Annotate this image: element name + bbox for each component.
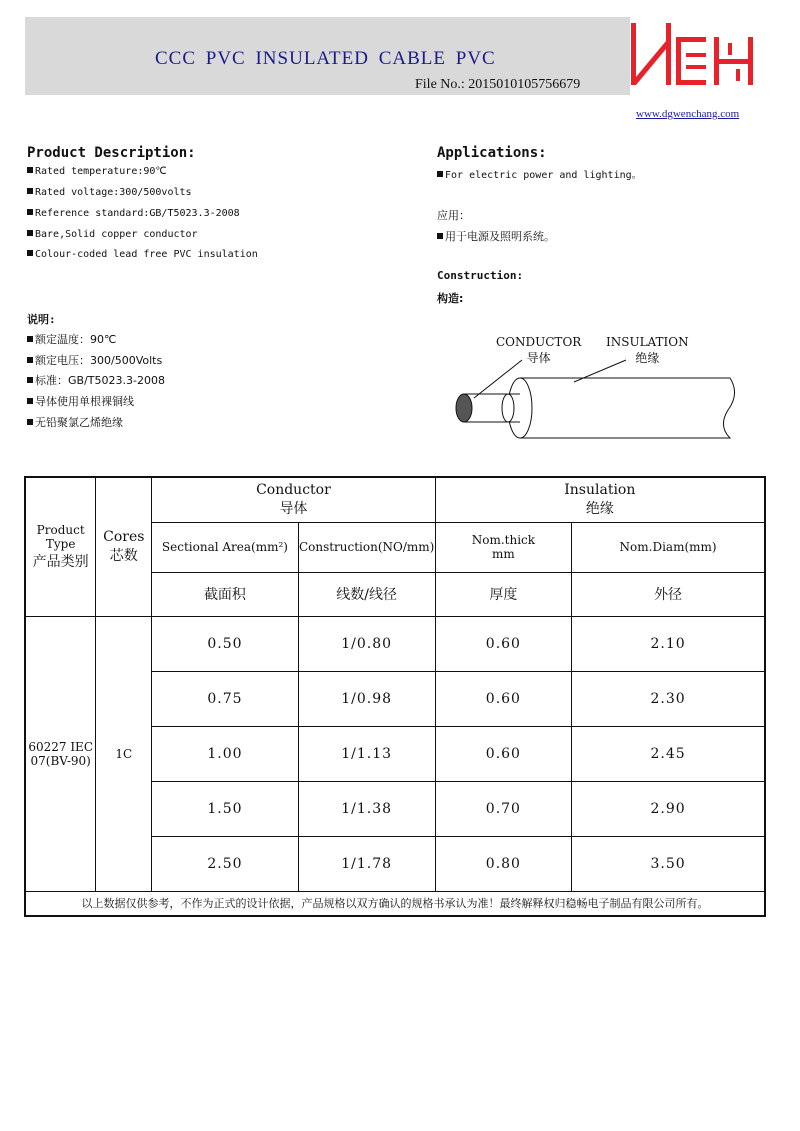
cn-description-item: 额定电压：300/500Volts bbox=[27, 352, 162, 368]
diam-cell: 2.10 bbox=[572, 616, 765, 671]
cn-thick-header: 厚度 bbox=[435, 572, 571, 616]
cable-illustration bbox=[440, 330, 760, 450]
description-item: Reference standard:GB/T5023.3-2008 bbox=[27, 208, 240, 219]
conductor-header: Conductor 导体 bbox=[152, 477, 435, 522]
diam-cell: 2.90 bbox=[572, 781, 765, 836]
description-item: Rated temperature:90℃ bbox=[27, 166, 167, 177]
product-type-header: Product Type 产品类别 bbox=[25, 477, 96, 616]
description-item: Bare,Solid copper conductor bbox=[27, 229, 198, 240]
construction-cell: 1/1.78 bbox=[298, 836, 435, 891]
construction-cell: 1/1.38 bbox=[298, 781, 435, 836]
product-description-heading: Product Description: bbox=[27, 145, 196, 161]
cn-application-item: 用于电源及照明系统。 bbox=[437, 228, 555, 244]
sectional-area-header: Sectional Area(mm²) bbox=[152, 522, 298, 572]
cn-application-heading: 应用： bbox=[437, 209, 470, 222]
cn-diam-header: 外径 bbox=[572, 572, 765, 616]
thick-cell: 0.60 bbox=[435, 671, 571, 726]
description-item: Rated voltage:300/500volts bbox=[27, 187, 192, 198]
applications-heading: Applications: bbox=[437, 145, 547, 161]
cn-construction-header: 线数/线径 bbox=[298, 572, 435, 616]
cn-area-header: 截面积 bbox=[152, 572, 298, 616]
nom-thick-header: Nom.thick mm bbox=[435, 522, 571, 572]
construction-cell: 1/0.98 bbox=[298, 671, 435, 726]
type-value: 60227 IEC 07(BV-90) bbox=[25, 616, 96, 891]
document-title: CCC PVC INSULATED CABLE PVC bbox=[155, 48, 496, 69]
website-link[interactable]: www.dgwenchang.com bbox=[636, 108, 740, 120]
cores-value: 1C bbox=[96, 616, 152, 891]
insulation-label: INSULATION 绝缘 bbox=[606, 335, 689, 365]
company-logo bbox=[628, 17, 760, 95]
cn-description-item: 无铅聚氯乙烯绝缘 bbox=[27, 414, 123, 430]
area-cell: 0.50 bbox=[152, 616, 298, 671]
application-item: For electric power and lighting。 bbox=[437, 166, 642, 181]
diam-cell: 2.30 bbox=[572, 671, 765, 726]
description-item: Colour-coded lead free PVC insulation bbox=[27, 249, 258, 260]
specification-table bbox=[24, 476, 766, 917]
nom-diam-header: Nom.Diam(mm) bbox=[572, 522, 765, 572]
area-cell: 2.50 bbox=[152, 836, 298, 891]
footer-note: 以上数据仅供参考，不作为正式的设计依据，产品规格以双方确认的规格书承认为准！最终解释权归稳畅电子制品有限公司所有。 bbox=[25, 891, 765, 916]
construction-heading: Construction: bbox=[437, 269, 524, 282]
insulation-header: Insulation 绝缘 bbox=[435, 477, 765, 522]
area-cell: 1.00 bbox=[152, 726, 298, 781]
cn-description-item: 导体使用单根裸铜线 bbox=[27, 393, 134, 409]
thick-cell: 0.60 bbox=[435, 616, 571, 671]
thick-cell: 0.80 bbox=[435, 836, 571, 891]
conductor-label: CONDUCTOR 导体 bbox=[496, 335, 582, 365]
diam-cell: 3.50 bbox=[572, 836, 765, 891]
thick-cell: 0.70 bbox=[435, 781, 571, 836]
cn-description-heading: 说明: bbox=[27, 313, 56, 326]
thick-cell: 0.60 bbox=[435, 726, 571, 781]
file-number: File No.: 2015010105756679 bbox=[415, 77, 581, 92]
cores-header: Cores 芯数 bbox=[96, 477, 152, 616]
cn-construction-heading: 构造: bbox=[437, 292, 464, 305]
diam-cell: 2.45 bbox=[572, 726, 765, 781]
table-row bbox=[25, 616, 765, 671]
cn-description-item: 标准：GB/T5023.3-2008 bbox=[27, 372, 165, 388]
construction-cell: 1/0.80 bbox=[298, 616, 435, 671]
cn-description-item: 额定温度：90℃ bbox=[27, 331, 116, 347]
construction-cell: 1/1.13 bbox=[298, 726, 435, 781]
area-cell: 1.50 bbox=[152, 781, 298, 836]
cable-diagram bbox=[440, 330, 760, 450]
area-cell: 0.75 bbox=[152, 671, 298, 726]
construction-header: Construction(NO/mm) bbox=[298, 522, 435, 572]
